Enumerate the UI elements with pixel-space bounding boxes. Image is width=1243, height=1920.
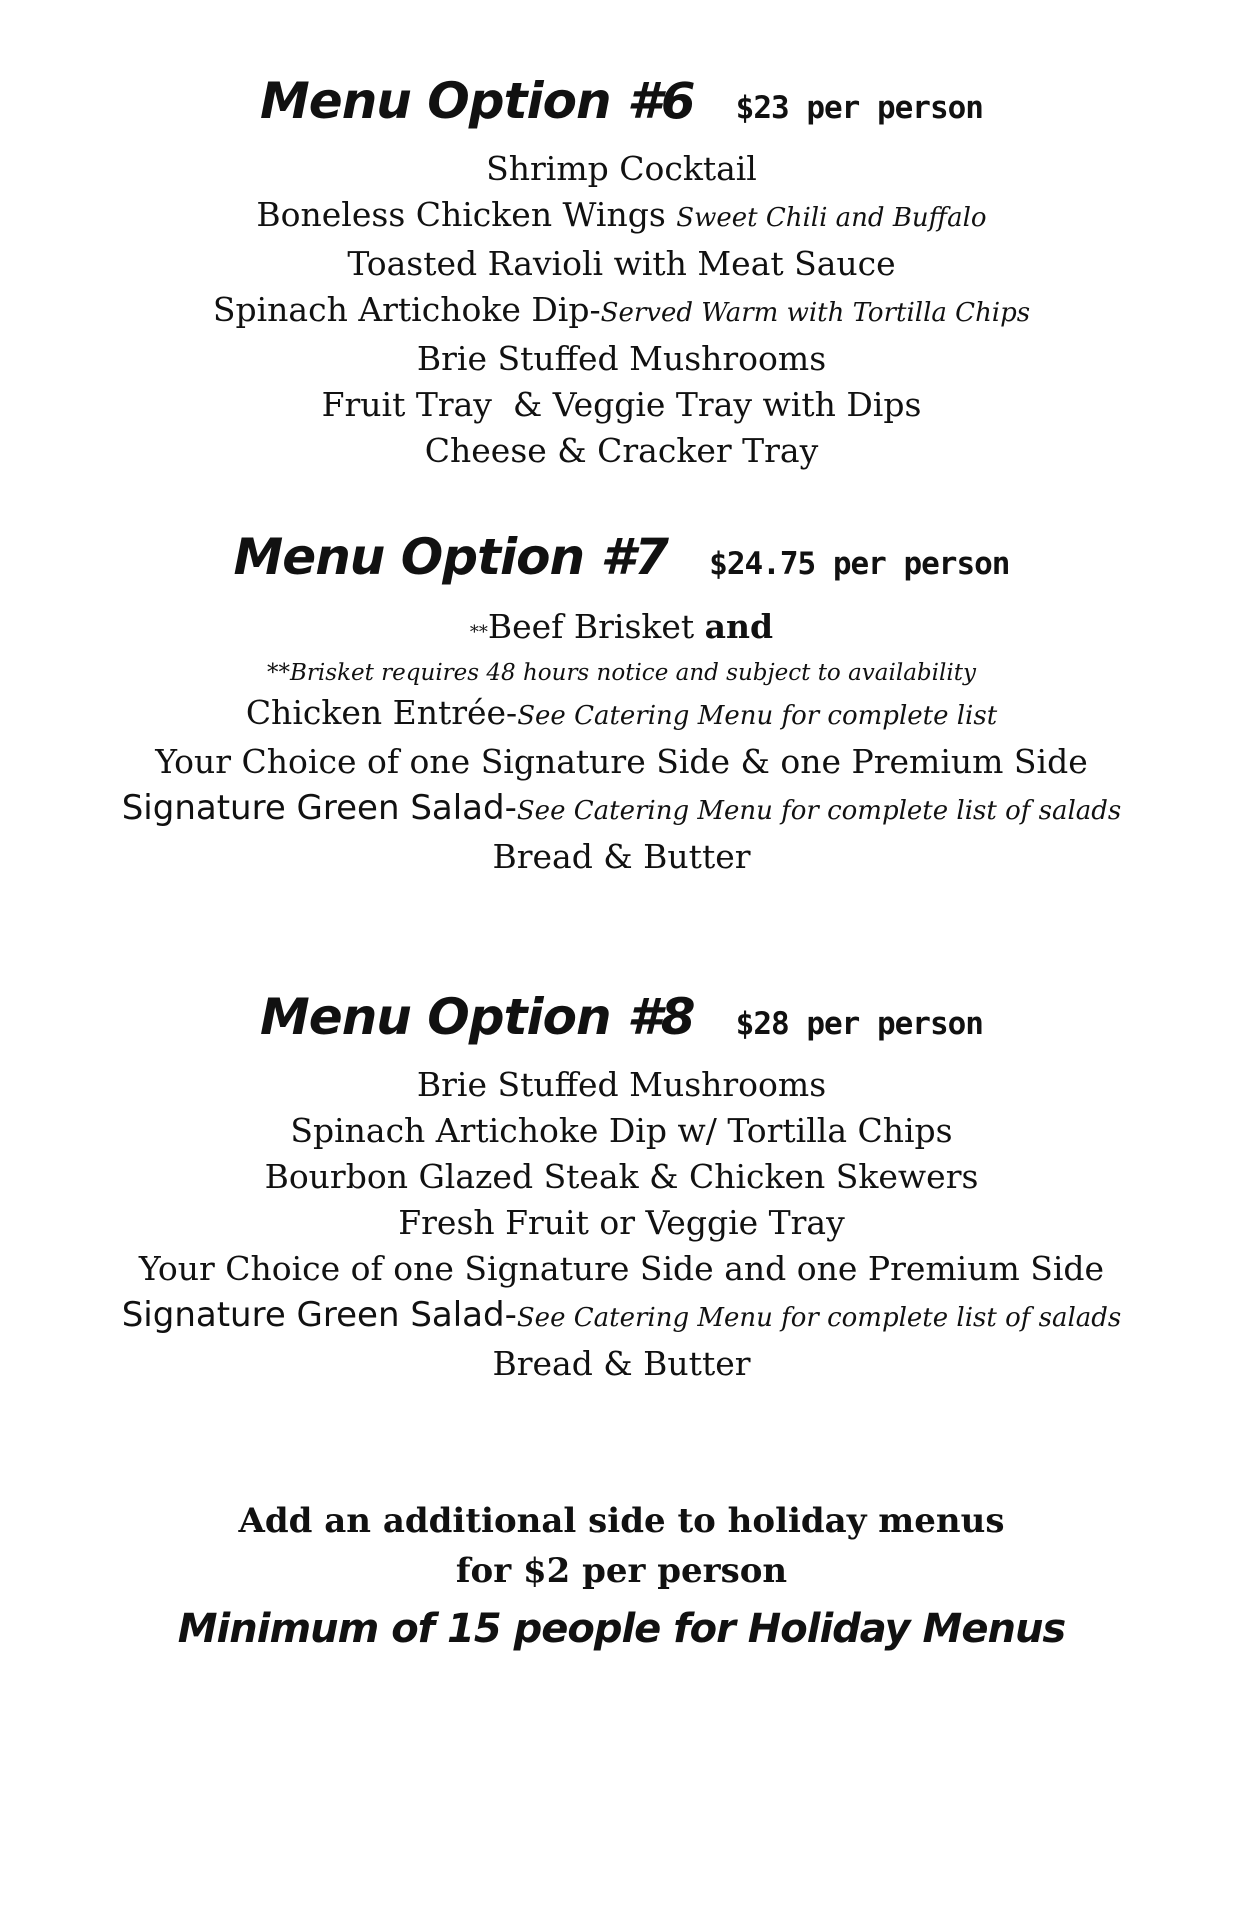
option7-title: Menu Option #7: [233, 528, 669, 586]
option6-item: Shrimp Cocktail: [486, 149, 757, 188]
option8-item: Bourbon Glazed Steak & Chicken Skewers: [264, 1157, 979, 1196]
option6-header: [0, 72, 1243, 130]
option6-title: Menu Option #6: [260, 72, 695, 130]
option8-items: [0, 1062, 1243, 1387]
option6-price: $23 per person: [735, 90, 983, 126]
chicken-line: Chicken Entrée-See Catering Menu for complete list: [245, 693, 998, 732]
option8-item: Fresh Fruit or Veggie Tray: [398, 1203, 845, 1242]
footer-line1: Add an additional side to holiday menus: [238, 1501, 1005, 1541]
footer-note: [0, 1496, 1243, 1596]
option6-item: Toasted Ravioli with Meat Sauce: [347, 244, 896, 283]
salad-line: Signature Green Salad-See Catering Menu for complete list of salads: [121, 1295, 1122, 1335]
bread-line: Bread & Butter: [492, 1344, 751, 1383]
salad-line: Signature Green Salad-See Catering Menu for complete list of salads: [121, 788, 1122, 828]
option8-item: Your Choice of one Signature Side and one Premium Side: [138, 1249, 1105, 1288]
footer-minimum: Minimum of 15 people for Holiday Menus: [177, 1606, 1066, 1652]
brisket-line: **Beef Brisket and: [469, 607, 774, 646]
footer-line2: for $2 per person: [455, 1551, 788, 1591]
bread-line: Bread & Butter: [492, 837, 751, 876]
option6-item: Fruit Tray & Veggie Tray with Dips: [321, 385, 922, 424]
option7-price: $24.75 per person: [709, 546, 1010, 582]
option6-item: Cheese & Cracker Tray: [424, 431, 819, 470]
option7-header: [0, 528, 1243, 586]
option8-item: Spinach Artichoke Dip w/ Tortilla Chips: [290, 1111, 953, 1150]
option8-title: Menu Option #8: [260, 988, 695, 1046]
option7-items: [0, 604, 1243, 880]
option6-item: Brie Stuffed Mushrooms: [416, 339, 827, 378]
option6-item: Spinach Artichoke Dip-Served Warm with Tortilla Chips: [212, 290, 1031, 329]
option6-item: Boneless Chicken Wings Sweet Chili and Buffalo: [256, 195, 987, 234]
option6-items: [0, 146, 1243, 474]
brisket-note: **Brisket requires 48 hours notice and subject to availability: [267, 660, 976, 686]
sides-line: Your Choice of one Signature Side & one Premium Side: [155, 742, 1088, 781]
option8-price: $28 per person: [735, 1006, 983, 1042]
option8-header: [0, 988, 1243, 1046]
option8-item: Brie Stuffed Mushrooms: [416, 1065, 827, 1104]
